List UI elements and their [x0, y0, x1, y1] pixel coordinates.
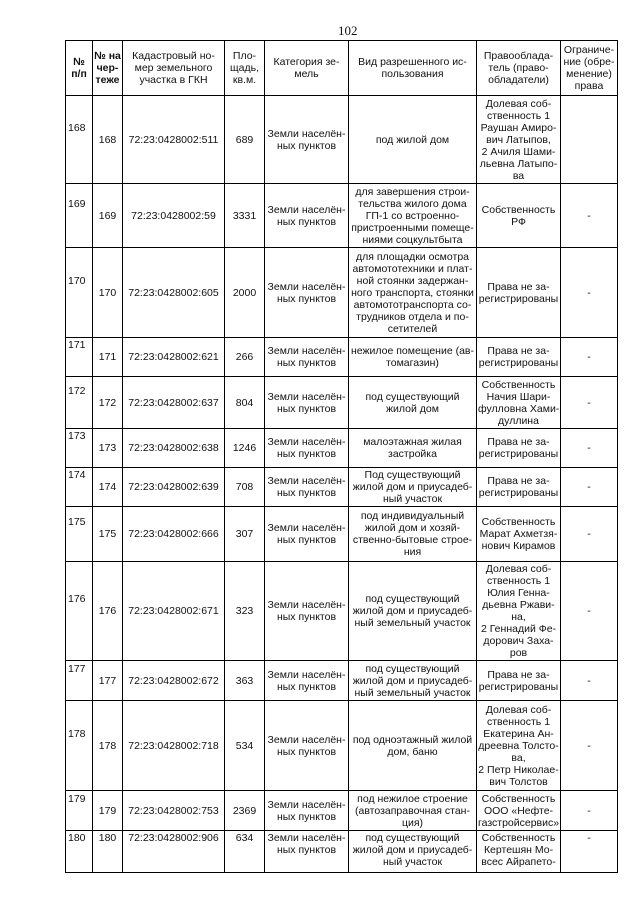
encumbrance: -: [561, 338, 618, 377]
encumbrance: -: [561, 468, 618, 507]
land-category: Земли населён- ных пунктов: [265, 96, 349, 184]
permitted-use: под одноэтажный жилой дом, баню: [349, 701, 477, 791]
right-holder: Права не за- регистрированы: [477, 429, 561, 468]
table-row: [66, 429, 618, 468]
drawing-number: 171: [93, 338, 123, 377]
permitted-use: под нежилое строение (автозаправочная стан- ция): [349, 791, 477, 831]
right-holder: Права не за- регистрированы: [477, 248, 561, 338]
permitted-use: под существующий жилой дом и приусадеб- ный земельный участок: [349, 562, 477, 661]
area: 634: [225, 831, 265, 873]
drawing-number: 173: [93, 429, 123, 468]
table-row: [66, 507, 618, 562]
row-number: 178: [66, 701, 93, 791]
table-row: [66, 338, 618, 377]
permitted-use: для площадки осмотра автомототехники и плат- ной стоянки задержан- ного транспорта, стоянки автомототранспорта со- трудников отдела и по- сетителей: [349, 248, 477, 338]
row-number: 177: [66, 661, 93, 701]
area: 708: [225, 468, 265, 507]
encumbrance: -: [561, 562, 618, 661]
encumbrance: -: [561, 248, 618, 338]
row-number: 180: [66, 831, 93, 873]
drawing-number: 177: [93, 661, 123, 701]
permitted-use: под существующий жилой дом и приусадеб- ный земельный участок: [349, 661, 477, 701]
row-number: 176: [66, 562, 93, 661]
table-row: [66, 791, 618, 831]
row-number: 172: [66, 377, 93, 429]
land-category: Земли населён- ных пунктов: [265, 791, 349, 831]
cadastral-number: 72:23:0428002:639: [123, 468, 225, 507]
header-cadastral-number: Кадастровый но- мер земельного участка в ГКН: [123, 41, 225, 96]
land-category: Земли населён- ных пунктов: [265, 831, 349, 873]
drawing-number: 180: [93, 831, 123, 873]
encumbrance: -: [561, 831, 618, 873]
cadastral-number: 72:23:0428002:59: [123, 184, 225, 248]
encumbrance: -: [561, 791, 618, 831]
right-holder: Долевая соб- ственность 1 Раушан Амиро- вич Латыпов, 2 Ачиля Шами- льевна Латыпо- ва: [477, 96, 561, 184]
permitted-use: под существующий жилой дом и приусадеб- ный участок: [349, 831, 477, 873]
permitted-use: под индивидуальный жилой дом и хозяй- ственно-бытовые строе- ния: [349, 507, 477, 562]
cadastral-number: 72:23:0428002:718: [123, 701, 225, 791]
header-row-number: № п/п: [66, 41, 93, 96]
header-encumbrance: Ограниче- ние (обре- менение) права: [561, 41, 618, 96]
right-holder: Права не за- регистрированы: [477, 338, 561, 377]
land-category: Земли населён- ных пунктов: [265, 562, 349, 661]
right-holder: Права не за- регистрированы: [477, 468, 561, 507]
permitted-use: под жилой дом: [349, 96, 477, 184]
right-holder: Долевая соб- ственность 1 Екатерина Ан- дреевна Толсто- ва, 2 Петр Николае- вич Толстов: [477, 701, 561, 791]
permitted-use: для завершения строи- тельства жилого дома ГП-1 со встроенно- пристроенными помеще- ниями соцкультбыта: [349, 184, 477, 248]
right-holder: Собственность РФ: [477, 184, 561, 248]
area: 2000: [225, 248, 265, 338]
land-parcels-table: [65, 40, 618, 873]
header-land-category: Категория зе- мель: [265, 41, 349, 96]
header-area: Пло- щадь, кв.м.: [225, 41, 265, 96]
area: 804: [225, 377, 265, 429]
table-row: [66, 184, 618, 248]
drawing-number: 174: [93, 468, 123, 507]
land-category: Земли населён- ных пунктов: [265, 701, 349, 791]
permitted-use: Под существующий жилой дом и приусадеб- ный участок: [349, 468, 477, 507]
area: 1246: [225, 429, 265, 468]
land-category: Земли населён- ных пунктов: [265, 338, 349, 377]
cadastral-number: 72:23:0428002:671: [123, 562, 225, 661]
header-permitted-use: Вид разрешенного ис- пользования: [349, 41, 477, 96]
drawing-number: 179: [93, 791, 123, 831]
land-category: Земли населён- ных пунктов: [265, 184, 349, 248]
drawing-number: 176: [93, 562, 123, 661]
area: 307: [225, 507, 265, 562]
land-category: Земли населён- ных пунктов: [265, 429, 349, 468]
table-row: [66, 468, 618, 507]
table-row: [66, 96, 618, 184]
encumbrance: -: [561, 377, 618, 429]
land-category: Земли населён- ных пунктов: [265, 468, 349, 507]
row-number: 169: [66, 184, 93, 248]
right-holder: Права не за- регистрированы: [477, 661, 561, 701]
table-row: [66, 377, 618, 429]
area: 266: [225, 338, 265, 377]
encumbrance: -: [561, 184, 618, 248]
table-row: [66, 661, 618, 701]
right-holder: Собственность ООО «Нефте- газстройсервис»: [478, 792, 560, 829]
permitted-use: малоэтажная жилая застройка: [349, 429, 477, 468]
area: 3331: [225, 184, 265, 248]
encumbrance: -: [561, 429, 618, 468]
page-number: 102: [338, 23, 358, 38]
area: 323: [225, 562, 265, 661]
encumbrance: -: [561, 507, 618, 562]
area: 2369: [225, 791, 265, 831]
cadastral-number: 72:23:0428002:511: [123, 96, 225, 184]
land-category: Земли населён- ных пунктов: [265, 507, 349, 562]
row-number: 168: [66, 96, 93, 184]
drawing-number: 172: [93, 377, 123, 429]
right-holder: Собственность Начия Шари- фулловна Хами- дуллина: [478, 378, 560, 427]
cadastral-number: 72:23:0428002:637: [123, 377, 225, 429]
cadastral-number: 72:23:0428002:666: [123, 507, 225, 562]
encumbrance: -: [561, 701, 618, 791]
row-number: 175: [66, 507, 93, 562]
drawing-number: 169: [93, 184, 123, 248]
drawing-number: 178: [93, 701, 123, 791]
right-holder: Собственность Кертешян Мо- всес Айрапето-: [477, 831, 561, 873]
row-number: 174: [66, 468, 93, 507]
permitted-use: под существующий жилой дом: [349, 377, 477, 429]
drawing-number: 170: [93, 248, 123, 338]
drawing-number: 168: [93, 96, 123, 184]
land-category: Земли населён- ных пунктов: [265, 377, 349, 429]
drawing-number: 175: [93, 507, 123, 562]
area: 689: [225, 96, 265, 184]
table-row: [66, 701, 618, 791]
row-number: 179: [66, 791, 93, 831]
row-number: 171: [66, 338, 93, 377]
encumbrance: -: [561, 661, 618, 701]
cadastral-number: 72:23:0428002:906: [123, 831, 225, 873]
row-number: 170: [66, 248, 93, 338]
permitted-use: нежилое помещение (ав- томагазин): [349, 338, 477, 377]
cadastral-number: 72:23:0428002:753: [123, 791, 225, 831]
cadastral-number: 72:23:0428002:638: [123, 429, 225, 468]
table-row: [66, 248, 618, 338]
row-number: 173: [66, 429, 93, 468]
area: 534: [225, 701, 265, 791]
cadastral-number: 72:23:0428002:621: [123, 338, 225, 377]
header-drawing-number: № на чер- теже: [93, 41, 123, 96]
land-category: Земли населён- ных пунктов: [265, 248, 349, 338]
cadastral-number: 72:23:0428002:672: [123, 661, 225, 701]
table-row: [66, 831, 618, 873]
right-holder: Собственность Марат Ахметзя- нович Кирамов: [477, 507, 561, 562]
right-holder: Долевая соб- ственность 1 Юлия Генна- дьевна Ржави- на, 2 Геннадий Фе- дорович Заха- ров: [477, 562, 561, 661]
header-right-holder: Правооблада- тель (право- обладатели): [477, 41, 561, 96]
cadastral-number: 72:23:0428002:605: [123, 248, 225, 338]
land-category: Земли населён- ных пунктов: [265, 661, 349, 701]
area: 363: [225, 661, 265, 701]
table-row: [66, 562, 618, 661]
encumbrance: [561, 96, 618, 184]
table-header-row: [66, 41, 618, 96]
